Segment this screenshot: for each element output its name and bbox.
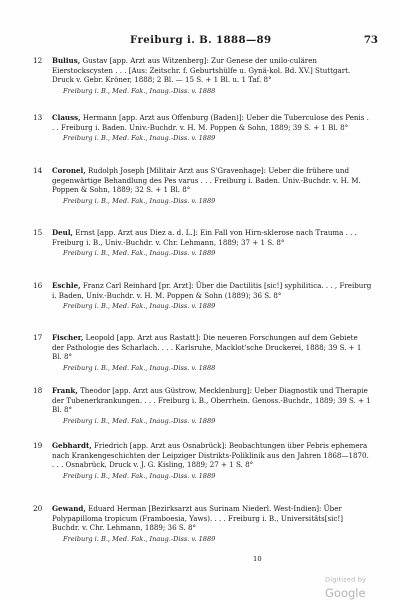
- digitization-watermark: [325, 572, 400, 600]
- entry-dissertation: Freiburg i. B., Med. Fak., Inaug.-Diss. v. 1888: [63, 86, 216, 95]
- entry-text: [52, 113, 372, 132]
- entry-description: Gustav [app. Arzt aus Witzenberg]: Zur Genese der unilo-culären Eierstockscysten . . . [Aus: Zeitschr. f. Geburtshülfe u. Gynä-kol. Bd. XV.] Stuttgart. Druck v. Gebr. Kröner, 1888; 2 Bl. — 15 S. + 1 Bl. u. 1 Taf. 8°: [52, 56, 351, 85]
- entry-author: Fischer,: [52, 333, 84, 342]
- watermark-prefix: Digitized by: [325, 575, 367, 584]
- entry-dissertation: Freiburg i. B., Med. Fak., Inaug.-Diss. v. 1889: [63, 471, 216, 480]
- entry-number: 19: [33, 441, 43, 450]
- entry-author: Gewand,: [52, 504, 86, 513]
- entry-number: 15: [33, 228, 43, 237]
- entry-number: 18: [33, 386, 43, 395]
- entry-author: Frank,: [52, 386, 78, 395]
- entry-description: Ernst [app. Arzt aus Diez a. d. L.]: Ein Fall von Hirn-sklerose nach Trauma . . . Freiburg i. B., Univ.-Buchdr. v. Chr. Lehmann, 1889; 37 + 1 S. 8°: [52, 228, 357, 247]
- entry-number: 12: [33, 56, 43, 65]
- entry-description: Eduard Herman [Bezirksarzt aus Surinam Niederl. West-Indien]: Über Polypapilloma tropicum (Framboesia, Yaws). . . . Freiburg i. B., Universitäts[sic!] Buchdr. v. Chr. Lehmann, 1889; 36 S. 8°: [52, 504, 344, 533]
- entry-description: Friedrich [app. Arzt aus Osnabrück]: Beobachtungen über Febris ephemera nach Krankengeschichten der Leipziger Distrikts-Poliklinik aus den Jahren 1868—1870. . . . Osnabrück, Druck v. J. G. Kisling, 1889; 27 + 1 S. 8°: [52, 441, 369, 470]
- entry-author: Bulius,: [52, 56, 81, 65]
- entry-description: Leopold [app. Arzt aus Rastatt]: Die neueren Forschungen auf dem Gebiete der Pathologie des Scharlach. . . . Karlsruhe, Macklot'sche Druckerei, 1888; 39 S. + 1 Bl. 8°: [52, 333, 362, 362]
- entry-author: Coronel,: [52, 166, 86, 175]
- entry-description: Theodor [app. Arzt aus Güstrow, Mecklenburg]: Ueber Diagnostik und Therapie der Tubenerkrankungen. . . . Freiburg i. B., Oberrhein. Genoss.-Buchdr., 1889; 39 S. + 1 Bl. 8°: [52, 386, 371, 415]
- google-logo: Google: [325, 586, 366, 600]
- entry-dissertation: Freiburg i. B., Med. Fak., Inaug.-Diss. v. 1889: [63, 249, 216, 258]
- entry-text: [52, 333, 372, 362]
- entry-text: [52, 56, 372, 85]
- entry-number: 17: [33, 333, 43, 342]
- page-number: 73: [363, 34, 378, 46]
- entry-text: [52, 441, 372, 470]
- entry-description: Rudolph Joseph [Militair Arzt aus S'Gravenhage]: Ueber die frühere und gegenwärtige Behandlung des Pes varus . . . Freiburg i. Baden. Univ.-Buchdr. v. H. M. Poppen & Sohn, 1889; 32 S. + 1 Bl. 8°: [52, 166, 361, 195]
- entry-number: 14: [33, 166, 43, 175]
- entry-text: [52, 386, 372, 415]
- entry-dissertation: Freiburg i. B., Med. Fak., Inaug.-Diss. v. 1889: [63, 196, 216, 205]
- entry-author: Gebhardt,: [52, 441, 92, 450]
- entry-number: 20: [33, 504, 43, 513]
- entry-description: Hermann [app. Arzt aus Offenburg (Baden)]: Ueber die Tuberculose des Penis . . . Freiburg i. Baden. Univ.-Buchdr. v. H. M. Poppen & Sohn, 1889; 39 S. + 1 Bl. 8°: [52, 113, 369, 132]
- entry-dissertation: Freiburg i. B., Med. Fak., Inaug.-Diss. v. 1889: [63, 416, 216, 425]
- entry-author: Deul,: [52, 228, 73, 237]
- entry-author: Eschle,: [52, 281, 81, 290]
- entry-text: [52, 504, 372, 533]
- entry-dissertation: Freiburg i. B., Med. Fak., Inaug.-Diss. v. 1888: [63, 363, 216, 372]
- entry-number: 13: [33, 113, 43, 122]
- entry-dissertation: Freiburg i. B., Med. Fak., Inaug.-Diss. v. 1889: [63, 134, 216, 143]
- entry-text: [52, 281, 372, 300]
- header-title: Freiburg i. B. 1888—89: [130, 34, 272, 46]
- entry-number: 16: [33, 281, 43, 290]
- entry-text: [52, 166, 372, 195]
- entry-dissertation: Freiburg i. B., Med. Fak., Inaug.-Diss. v. 1889: [63, 534, 216, 543]
- entry-description: Franz Carl Reinhard [pr. Arzt]: Über die Dactilitis [sic!] syphilitica. . . , Freiburg i. Baden, Univ.-Buchdr. v. H. M. Poppen & Sohn (1889); 36 S. 8°: [52, 281, 372, 300]
- entry-dissertation: Freiburg i. B., Med. Fak., Inaug.-Diss. v. 1889: [63, 302, 216, 311]
- entry-author: Clauss,: [52, 113, 81, 122]
- entry-text: [52, 228, 372, 247]
- signature-mark: 10: [253, 555, 262, 563]
